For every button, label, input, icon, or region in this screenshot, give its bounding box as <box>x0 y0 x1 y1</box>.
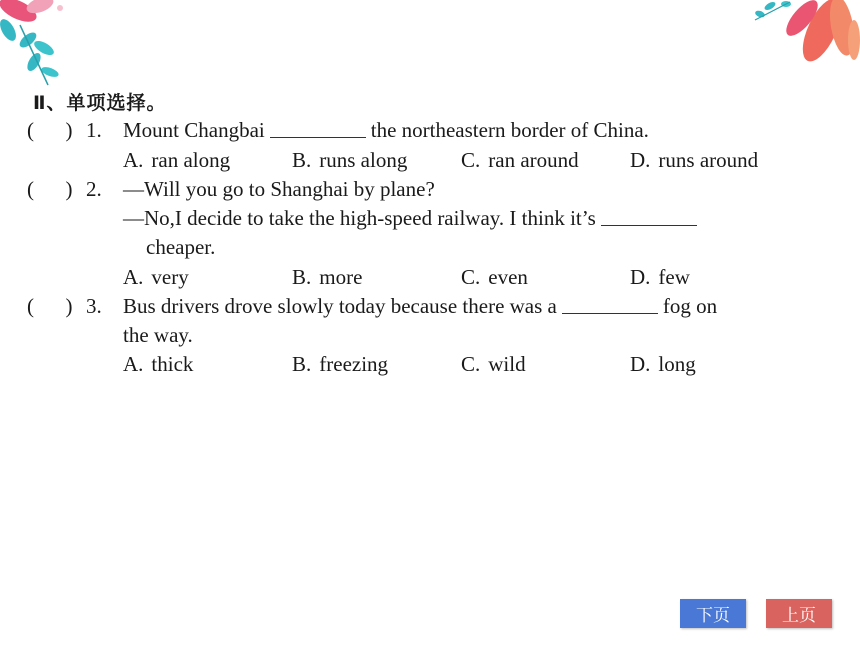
question-number: 3. <box>86 294 102 318</box>
leaf-decoration-icon <box>730 0 860 72</box>
option-a[interactable]: A. very <box>123 265 189 289</box>
question-stem-continued: the way. <box>123 323 193 347</box>
option-d[interactable]: D. few <box>630 265 690 289</box>
question-stem: Mount Changbai the northeastern border of China. <box>123 118 649 142</box>
option-b[interactable]: B. runs along <box>292 148 408 172</box>
question-stem: Bus drivers drove slowly today because there was a fog on <box>123 294 718 318</box>
previous-page-button[interactable]: 上页 <box>766 599 832 628</box>
option-a[interactable]: A. thick <box>123 352 194 376</box>
option-c[interactable]: C. even <box>461 265 528 289</box>
option-c[interactable]: C. wild <box>461 352 526 376</box>
answer-bracket[interactable]: ( ) <box>27 294 73 318</box>
answer-blank <box>270 117 366 138</box>
dialogue-line-3: cheaper. <box>146 235 216 259</box>
dialogue-line-2: —No,I decide to take the high-speed railway. I think it’s <box>123 205 702 231</box>
option-d[interactable]: D. runs around <box>630 148 759 172</box>
option-a[interactable]: A. ran along <box>123 148 231 172</box>
option-b[interactable]: B. more <box>292 265 363 289</box>
option-b[interactable]: B. freezing <box>292 352 389 376</box>
answer-blank <box>562 293 658 314</box>
dialogue-line-1: —Will you go to Shanghai by plane? <box>123 177 435 201</box>
answer-blank <box>601 205 697 226</box>
question-number: 2. <box>86 177 102 201</box>
next-page-button[interactable]: 下页 <box>680 599 746 628</box>
leaf-decoration-icon <box>0 0 120 95</box>
answer-bracket[interactable]: ( ) <box>27 118 73 142</box>
question-number: 1. <box>86 118 102 142</box>
option-c[interactable]: C. ran around <box>461 148 579 172</box>
option-d[interactable]: D. long <box>630 352 696 376</box>
answer-bracket[interactable]: ( ) <box>27 177 73 201</box>
section-heading: Ⅱ、单项选择。 <box>33 92 167 114</box>
